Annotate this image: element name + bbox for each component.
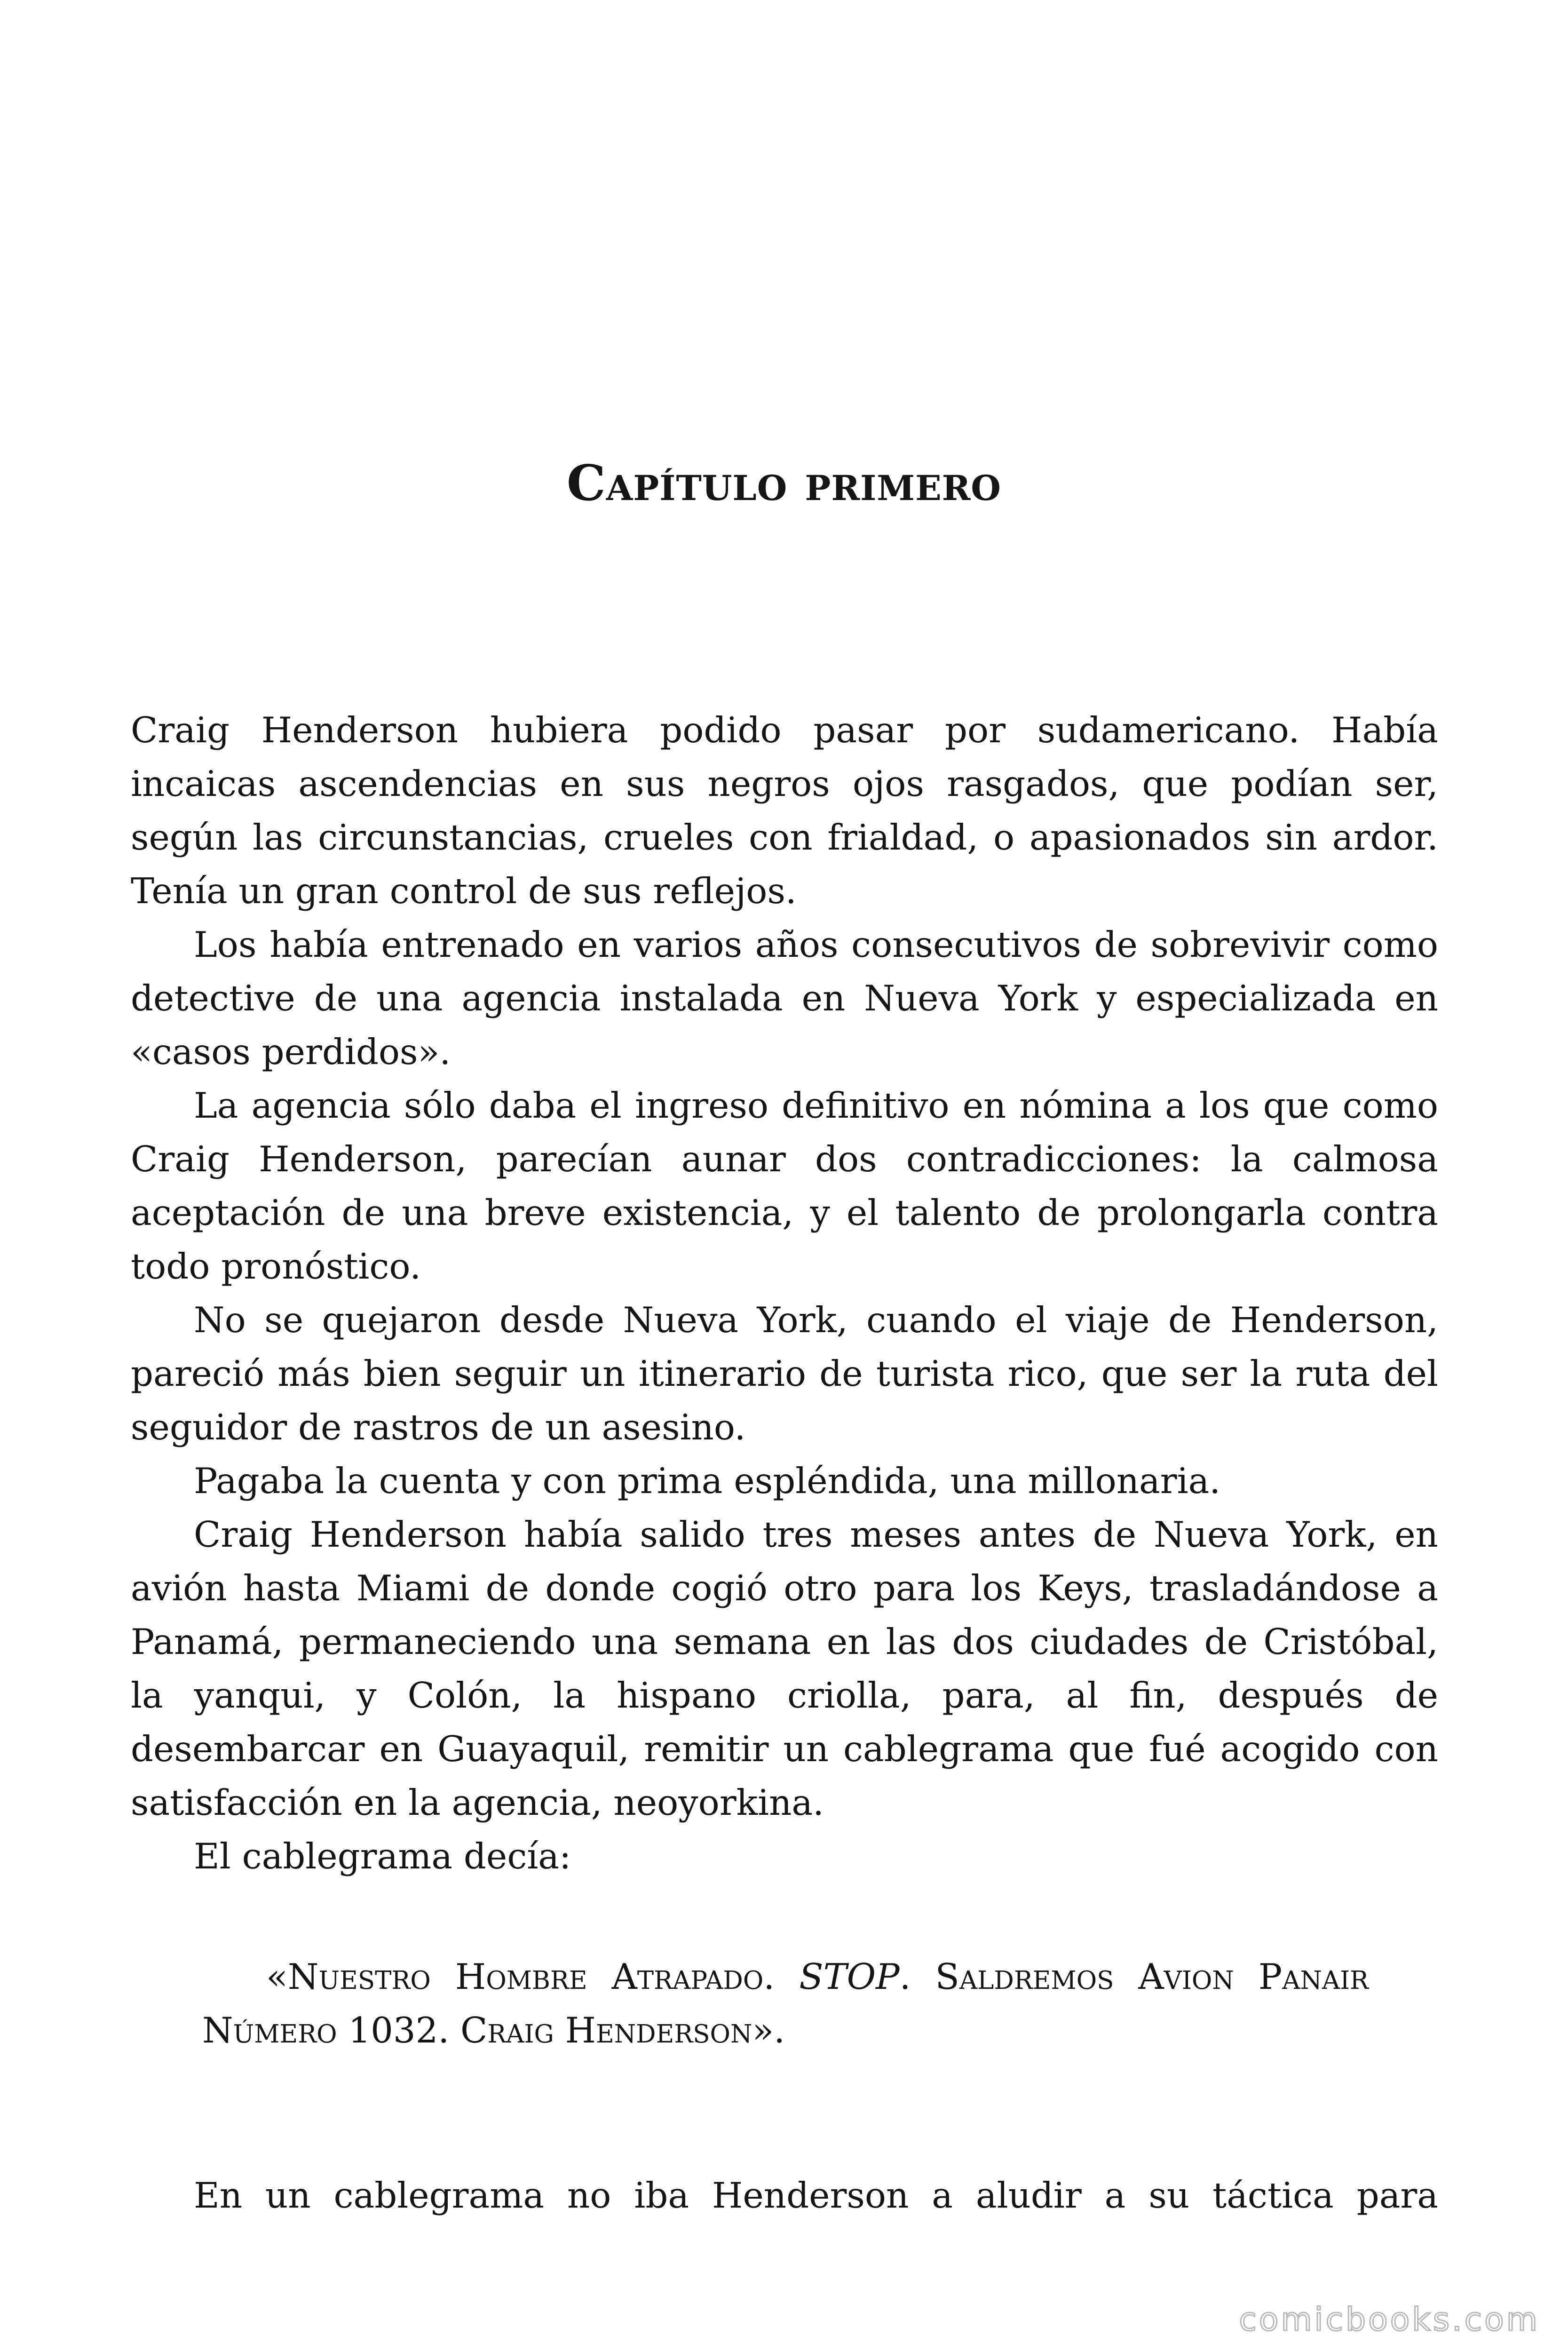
paragraph: Pagaba la cuenta y con prima espléndida, una millonaria. [194,1460,1221,1502]
body-text [131,703,1438,1883]
chapter-title: Capítulo primero [567,454,1001,512]
cablegram-text-end: . Saldremos Avion Panair Número 1032. Craig Henderson». [202,1956,1369,2051]
closing-paragraph: En un cablegrama no iba Henderson a aludir a su táctica para [194,2175,1438,2216]
cablegram-text-start: «Nuestro Hombre Atrapado. [266,1956,800,1997]
paragraph: Los había entrenado en varios años consecutivos de sobrevivir como detective de una agencia instalada en Nueva York y especializada en «casos perdidos». [131,924,1438,1073]
paragraph: El cablegrama decía: [194,1836,571,1877]
paragraph: La agencia sólo daba el ingreso definitivo en nómina a los que como Craig Henderson, parecían aunar dos contradicciones: la calmosa aceptación de una breve existencia, y el talento de prolongarla contra todo pronóstico. [131,1085,1438,1287]
paragraph: Craig Henderson hubiera podido pasar por sudamericano. Había incaicas ascendencias en sus negros ojos rasgados, que podían ser, según las circunstancias, crueles con frialdad, o apasionados sin ardor. Tenía un gran control de sus reflejos. [131,709,1438,912]
paragraph: No se quejaron desde Nueva York, cuando el viaje de Henderson, pareció más bien seguir un itinerario de turista rico, que ser la ruta del seguidor de rastros de un asesino. [131,1299,1438,1448]
watermark-logo: comicbooks.com [1239,2301,1540,2338]
cablegram-stop: STOP [799,1956,900,1997]
cablegram-quote [202,1950,1369,2057]
paragraph: Craig Henderson había salido tres meses antes de Nueva York, en avión hasta Miami de donde cogió otro para los Keys, trasladándose a Panamá, permaneciendo una semana en las dos ciudades de Cristóbal, la yanqui, y Colón, la hispano criolla, para, al fin, después de desembarcar en Guayaquil, remitir un cablegrama que fué acogido con satisfacción en la agencia, neoyorkina. [131,1514,1438,1823]
